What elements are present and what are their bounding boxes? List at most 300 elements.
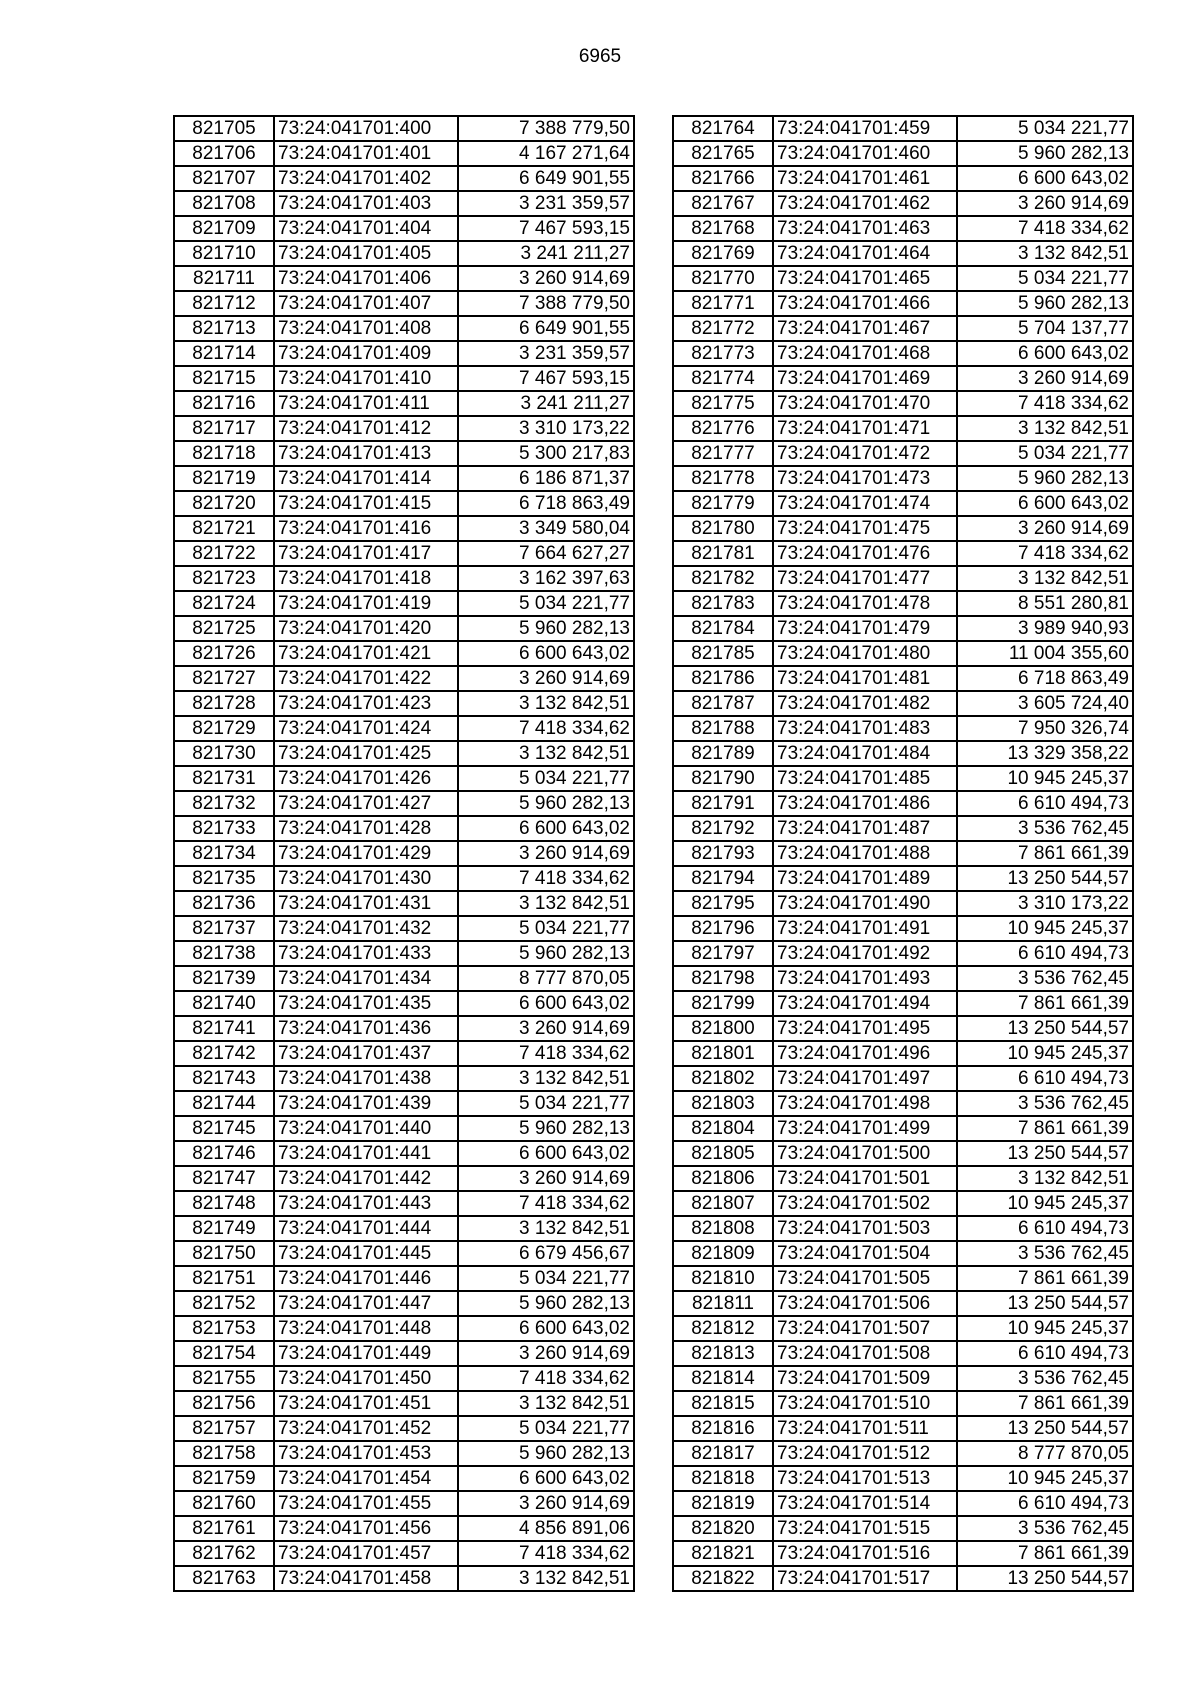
value-cell: 10 945 245,37	[957, 1466, 1133, 1491]
table-row	[673, 1116, 1133, 1141]
record-number-cell: 821727	[174, 666, 274, 691]
table-row	[174, 741, 634, 766]
table-row	[673, 141, 1133, 166]
table-row	[174, 316, 634, 341]
table-row	[673, 866, 1133, 891]
value-cell: 7 418 334,62	[957, 541, 1133, 566]
value-cell: 3 260 914,69	[458, 1016, 634, 1041]
record-number-cell: 821816	[673, 1416, 773, 1441]
record-number-cell: 821802	[673, 1066, 773, 1091]
value-cell: 3 989 940,93	[957, 616, 1133, 641]
value-cell: 5 704 137,77	[957, 316, 1133, 341]
table-row	[673, 1216, 1133, 1241]
value-cell: 7 861 661,39	[957, 1391, 1133, 1416]
value-cell: 10 945 245,37	[957, 916, 1133, 941]
table-row	[673, 1291, 1133, 1316]
cadastral-number-cell: 73:24:041701:405	[274, 241, 458, 266]
value-cell: 5 034 221,77	[458, 1416, 634, 1441]
value-cell: 6 600 643,02	[957, 491, 1133, 516]
cadastral-number-cell: 73:24:041701:449	[274, 1341, 458, 1366]
cadastral-number-cell: 73:24:041701:431	[274, 891, 458, 916]
cadastral-number-cell: 73:24:041701:461	[773, 166, 957, 191]
value-cell: 3 605 724,40	[957, 691, 1133, 716]
cadastral-number-cell: 73:24:041701:506	[773, 1291, 957, 1316]
cadastral-number-cell: 73:24:041701:493	[773, 966, 957, 991]
value-cell: 5 034 221,77	[458, 591, 634, 616]
table-row	[174, 1166, 634, 1191]
record-number-cell: 821787	[673, 691, 773, 716]
cadastral-number-cell: 73:24:041701:435	[274, 991, 458, 1016]
cadastral-number-cell: 73:24:041701:515	[773, 1516, 957, 1541]
record-number-cell: 821806	[673, 1166, 773, 1191]
cadastral-number-cell: 73:24:041701:418	[274, 566, 458, 591]
table-row	[174, 891, 634, 916]
record-number-cell: 821789	[673, 741, 773, 766]
value-cell: 5 960 282,13	[957, 291, 1133, 316]
table-row	[174, 791, 634, 816]
value-cell: 6 186 871,37	[458, 466, 634, 491]
record-number-cell: 821714	[174, 341, 274, 366]
value-cell: 11 004 355,60	[957, 641, 1133, 666]
record-number-cell: 821803	[673, 1091, 773, 1116]
cadastral-number-cell: 73:24:041701:474	[773, 491, 957, 516]
record-number-cell: 821748	[174, 1191, 274, 1216]
record-number-cell: 821723	[174, 566, 274, 591]
value-cell: 5 960 282,13	[458, 791, 634, 816]
record-number-cell: 821794	[673, 866, 773, 891]
value-cell: 5 960 282,13	[458, 1291, 634, 1316]
record-number-cell: 821730	[174, 741, 274, 766]
record-number-cell: 821811	[673, 1291, 773, 1316]
table-row	[174, 991, 634, 1016]
record-number-cell: 821719	[174, 466, 274, 491]
record-number-cell: 821766	[673, 166, 773, 191]
value-cell: 6 600 643,02	[458, 816, 634, 841]
table-row	[174, 866, 634, 891]
record-number-cell: 821765	[673, 141, 773, 166]
table-row	[673, 641, 1133, 666]
record-number-cell: 821718	[174, 441, 274, 466]
cadastral-number-cell: 73:24:041701:462	[773, 191, 957, 216]
table-row	[174, 241, 634, 266]
table-row	[174, 541, 634, 566]
table-row	[174, 291, 634, 316]
cadastral-number-cell: 73:24:041701:467	[773, 316, 957, 341]
cadastral-number-cell: 73:24:041701:465	[773, 266, 957, 291]
value-cell: 7 467 593,15	[458, 216, 634, 241]
record-number-cell: 821747	[174, 1166, 274, 1191]
record-number-cell: 821750	[174, 1241, 274, 1266]
value-cell: 7 388 779,50	[458, 116, 634, 141]
cadastral-number-cell: 73:24:041701:412	[274, 416, 458, 441]
cadastral-number-cell: 73:24:041701:491	[773, 916, 957, 941]
value-cell: 5 034 221,77	[458, 916, 634, 941]
table-row	[673, 1041, 1133, 1066]
cadastral-number-cell: 73:24:041701:470	[773, 391, 957, 416]
table-row	[174, 1316, 634, 1341]
value-cell: 5 034 221,77	[957, 116, 1133, 141]
value-cell: 5 960 282,13	[458, 1441, 634, 1466]
cadastral-number-cell: 73:24:041701:492	[773, 941, 957, 966]
record-number-cell: 821768	[673, 216, 773, 241]
table-row	[673, 1541, 1133, 1566]
record-number-cell: 821712	[174, 291, 274, 316]
table-row	[174, 491, 634, 516]
cadastral-number-cell: 73:24:041701:505	[773, 1266, 957, 1291]
record-number-cell: 821760	[174, 1491, 274, 1516]
record-number-cell: 821758	[174, 1441, 274, 1466]
cadastral-number-cell: 73:24:041701:517	[773, 1566, 957, 1591]
value-cell: 3 260 914,69	[458, 666, 634, 691]
record-number-cell: 821741	[174, 1016, 274, 1041]
table-row	[174, 1266, 634, 1291]
record-number-cell: 821722	[174, 541, 274, 566]
value-cell: 5 034 221,77	[458, 1091, 634, 1116]
cadastral-number-cell: 73:24:041701:403	[274, 191, 458, 216]
record-number-cell: 821734	[174, 841, 274, 866]
table-row	[174, 1391, 634, 1416]
cadastral-number-cell: 73:24:041701:457	[274, 1541, 458, 1566]
cadastral-number-cell: 73:24:041701:507	[773, 1316, 957, 1341]
cadastral-number-cell: 73:24:041701:476	[773, 541, 957, 566]
value-cell: 10 945 245,37	[957, 1191, 1133, 1216]
record-number-cell: 821773	[673, 341, 773, 366]
record-number-cell: 821782	[673, 566, 773, 591]
page-number: 6965	[578, 46, 622, 67]
register-table-right-body	[673, 116, 1133, 1591]
value-cell: 10 945 245,37	[957, 766, 1133, 791]
table-row	[673, 591, 1133, 616]
record-number-cell: 821820	[673, 1516, 773, 1541]
cadastral-number-cell: 73:24:041701:479	[773, 616, 957, 641]
register-table-left	[173, 115, 635, 1592]
cadastral-number-cell: 73:24:041701:436	[274, 1016, 458, 1041]
value-cell: 10 945 245,37	[957, 1041, 1133, 1066]
cadastral-number-cell: 73:24:041701:498	[773, 1091, 957, 1116]
record-number-cell: 821711	[174, 266, 274, 291]
value-cell: 6 679 456,67	[458, 1241, 634, 1266]
table-row	[673, 1466, 1133, 1491]
cadastral-number-cell: 73:24:041701:423	[274, 691, 458, 716]
value-cell: 3 349 580,04	[458, 516, 634, 541]
value-cell: 3 536 762,45	[957, 1366, 1133, 1391]
cadastral-number-cell: 73:24:041701:445	[274, 1241, 458, 1266]
record-number-cell: 821819	[673, 1491, 773, 1516]
value-cell: 3 132 842,51	[957, 1166, 1133, 1191]
table-row	[673, 1016, 1133, 1041]
value-cell: 3 260 914,69	[458, 1341, 634, 1366]
register-table-right	[672, 115, 1134, 1592]
cadastral-number-cell: 73:24:041701:508	[773, 1341, 957, 1366]
value-cell: 6 718 863,49	[957, 666, 1133, 691]
cadastral-number-cell: 73:24:041701:408	[274, 316, 458, 341]
value-cell: 4 167 271,64	[458, 141, 634, 166]
record-number-cell: 821725	[174, 616, 274, 641]
record-number-cell: 821735	[174, 866, 274, 891]
cadastral-number-cell: 73:24:041701:513	[773, 1466, 957, 1491]
cadastral-number-cell: 73:24:041701:480	[773, 641, 957, 666]
record-number-cell: 821821	[673, 1541, 773, 1566]
table-row	[673, 1391, 1133, 1416]
cadastral-number-cell: 73:24:041701:406	[274, 266, 458, 291]
record-number-cell: 821775	[673, 391, 773, 416]
table-row	[673, 716, 1133, 741]
record-number-cell: 821778	[673, 466, 773, 491]
record-number-cell: 821755	[174, 1366, 274, 1391]
cadastral-number-cell: 73:24:041701:477	[773, 566, 957, 591]
table-row	[673, 916, 1133, 941]
value-cell: 3 536 762,45	[957, 816, 1133, 841]
value-cell: 3 536 762,45	[957, 966, 1133, 991]
table-row	[174, 716, 634, 741]
cadastral-number-cell: 73:24:041701:411	[274, 391, 458, 416]
value-cell: 3 132 842,51	[458, 1566, 634, 1591]
cadastral-number-cell: 73:24:041701:404	[274, 216, 458, 241]
cadastral-number-cell: 73:24:041701:409	[274, 341, 458, 366]
table-row	[673, 316, 1133, 341]
cadastral-number-cell: 73:24:041701:415	[274, 491, 458, 516]
value-cell: 13 250 544,57	[957, 1566, 1133, 1591]
value-cell: 5 034 221,77	[458, 1266, 634, 1291]
cadastral-number-cell: 73:24:041701:464	[773, 241, 957, 266]
record-number-cell: 821770	[673, 266, 773, 291]
value-cell: 13 250 544,57	[957, 866, 1133, 891]
record-number-cell: 821805	[673, 1141, 773, 1166]
value-cell: 3 132 842,51	[458, 1216, 634, 1241]
table-row	[673, 166, 1133, 191]
value-cell: 7 418 334,62	[458, 1041, 634, 1066]
record-number-cell: 821761	[174, 1516, 274, 1541]
record-number-cell: 821788	[673, 716, 773, 741]
table-row	[673, 1566, 1133, 1591]
value-cell: 4 856 891,06	[458, 1516, 634, 1541]
value-cell: 7 950 326,74	[957, 716, 1133, 741]
cadastral-number-cell: 73:24:041701:514	[773, 1491, 957, 1516]
cadastral-number-cell: 73:24:041701:471	[773, 416, 957, 441]
record-number-cell: 821736	[174, 891, 274, 916]
value-cell: 5 034 221,77	[957, 266, 1133, 291]
cadastral-number-cell: 73:24:041701:475	[773, 516, 957, 541]
cadastral-number-cell: 73:24:041701:463	[773, 216, 957, 241]
table-row	[673, 741, 1133, 766]
table-row	[174, 1141, 634, 1166]
value-cell: 3 536 762,45	[957, 1241, 1133, 1266]
value-cell: 3 231 359,57	[458, 341, 634, 366]
table-row	[673, 266, 1133, 291]
value-cell: 7 861 661,39	[957, 991, 1133, 1016]
record-number-cell: 821812	[673, 1316, 773, 1341]
value-cell: 6 610 494,73	[957, 1341, 1133, 1366]
value-cell: 3 536 762,45	[957, 1516, 1133, 1541]
value-cell: 7 418 334,62	[458, 1541, 634, 1566]
value-cell: 5 960 282,13	[458, 941, 634, 966]
record-number-cell: 821710	[174, 241, 274, 266]
value-cell: 3 132 842,51	[957, 416, 1133, 441]
record-number-cell: 821731	[174, 766, 274, 791]
cadastral-number-cell: 73:24:041701:425	[274, 741, 458, 766]
register-table-left-body	[174, 116, 634, 1591]
record-number-cell: 821810	[673, 1266, 773, 1291]
table-row	[174, 1366, 634, 1391]
record-number-cell: 821757	[174, 1416, 274, 1441]
cadastral-number-cell: 73:24:041701:433	[274, 941, 458, 966]
table-row	[174, 366, 634, 391]
record-number-cell: 821779	[673, 491, 773, 516]
record-number-cell: 821786	[673, 666, 773, 691]
table-row	[174, 1291, 634, 1316]
value-cell: 13 329 358,22	[957, 741, 1133, 766]
record-number-cell: 821797	[673, 941, 773, 966]
table-row	[673, 191, 1133, 216]
record-number-cell: 821756	[174, 1391, 274, 1416]
record-number-cell: 821732	[174, 791, 274, 816]
record-number-cell: 821814	[673, 1366, 773, 1391]
value-cell: 13 250 544,57	[957, 1016, 1133, 1041]
value-cell: 7 418 334,62	[458, 1191, 634, 1216]
record-number-cell: 821785	[673, 641, 773, 666]
record-number-cell: 821707	[174, 166, 274, 191]
cadastral-number-cell: 73:24:041701:438	[274, 1066, 458, 1091]
record-number-cell: 821807	[673, 1191, 773, 1216]
table-row	[673, 1191, 1133, 1216]
table-row	[174, 1041, 634, 1066]
table-row	[673, 516, 1133, 541]
cadastral-number-cell: 73:24:041701:407	[274, 291, 458, 316]
value-cell: 5 960 282,13	[957, 466, 1133, 491]
table-row	[174, 941, 634, 966]
value-cell: 5 034 221,77	[957, 441, 1133, 466]
cadastral-number-cell: 73:24:041701:503	[773, 1216, 957, 1241]
cadastral-number-cell: 73:24:041701:441	[274, 1141, 458, 1166]
table-row	[673, 941, 1133, 966]
table-row	[673, 1416, 1133, 1441]
value-cell: 6 600 643,02	[957, 166, 1133, 191]
cadastral-number-cell: 73:24:041701:496	[773, 1041, 957, 1066]
value-cell: 3 132 842,51	[957, 241, 1133, 266]
cadastral-number-cell: 73:24:041701:481	[773, 666, 957, 691]
value-cell: 13 250 544,57	[957, 1141, 1133, 1166]
value-cell: 6 600 643,02	[458, 1316, 634, 1341]
cadastral-number-cell: 73:24:041701:451	[274, 1391, 458, 1416]
value-cell: 7 418 334,62	[957, 216, 1133, 241]
record-number-cell: 821742	[174, 1041, 274, 1066]
cadastral-number-cell: 73:24:041701:455	[274, 1491, 458, 1516]
value-cell: 6 610 494,73	[957, 1216, 1133, 1241]
record-number-cell: 821780	[673, 516, 773, 541]
record-number-cell: 821796	[673, 916, 773, 941]
table-row	[174, 341, 634, 366]
record-number-cell: 821737	[174, 916, 274, 941]
table-row	[673, 541, 1133, 566]
table-row	[673, 416, 1133, 441]
value-cell: 3 132 842,51	[458, 691, 634, 716]
table-row	[174, 266, 634, 291]
cadastral-number-cell: 73:24:041701:417	[274, 541, 458, 566]
table-row	[174, 841, 634, 866]
cadastral-number-cell: 73:24:041701:410	[274, 366, 458, 391]
table-row	[174, 516, 634, 541]
record-number-cell: 821720	[174, 491, 274, 516]
table-row	[673, 691, 1133, 716]
table-row	[174, 1241, 634, 1266]
record-number-cell: 821751	[174, 1266, 274, 1291]
value-cell: 3 132 842,51	[458, 741, 634, 766]
table-row	[174, 566, 634, 591]
record-number-cell: 821753	[174, 1316, 274, 1341]
record-number-cell: 821721	[174, 516, 274, 541]
value-cell: 7 861 661,39	[957, 1541, 1133, 1566]
record-number-cell: 821818	[673, 1466, 773, 1491]
cadastral-number-cell: 73:24:041701:443	[274, 1191, 458, 1216]
cadastral-number-cell: 73:24:041701:448	[274, 1316, 458, 1341]
table-row	[673, 341, 1133, 366]
value-cell: 3 132 842,51	[957, 566, 1133, 591]
record-number-cell: 821771	[673, 291, 773, 316]
record-number-cell: 821713	[174, 316, 274, 341]
table-row	[174, 141, 634, 166]
table-row	[673, 1091, 1133, 1116]
cadastral-number-cell: 73:24:041701:497	[773, 1066, 957, 1091]
value-cell: 13 250 544,57	[957, 1416, 1133, 1441]
cadastral-number-cell: 73:24:041701:502	[773, 1191, 957, 1216]
cadastral-number-cell: 73:24:041701:487	[773, 816, 957, 841]
cadastral-number-cell: 73:24:041701:468	[773, 341, 957, 366]
table-row	[174, 1441, 634, 1466]
cadastral-number-cell: 73:24:041701:501	[773, 1166, 957, 1191]
value-cell: 3 260 914,69	[458, 841, 634, 866]
record-number-cell: 821798	[673, 966, 773, 991]
record-number-cell: 821717	[174, 416, 274, 441]
table-row	[174, 1216, 634, 1241]
value-cell: 6 600 643,02	[458, 991, 634, 1016]
record-number-cell: 821716	[174, 391, 274, 416]
table-row	[174, 1116, 634, 1141]
record-number-cell: 821744	[174, 1091, 274, 1116]
cadastral-number-cell: 73:24:041701:442	[274, 1166, 458, 1191]
record-number-cell: 821801	[673, 1041, 773, 1066]
record-number-cell: 821774	[673, 366, 773, 391]
cadastral-number-cell: 73:24:041701:421	[274, 641, 458, 666]
value-cell: 6 610 494,73	[957, 1066, 1133, 1091]
table-row	[673, 666, 1133, 691]
table-row	[174, 1566, 634, 1591]
value-cell: 7 418 334,62	[458, 1366, 634, 1391]
table-row	[673, 241, 1133, 266]
table-row	[174, 966, 634, 991]
table-row	[673, 816, 1133, 841]
table-row	[174, 1416, 634, 1441]
table-row	[174, 116, 634, 141]
value-cell: 7 861 661,39	[957, 1116, 1133, 1141]
record-number-cell: 821745	[174, 1116, 274, 1141]
record-number-cell: 821706	[174, 141, 274, 166]
table-row	[673, 216, 1133, 241]
table-row	[174, 1066, 634, 1091]
record-number-cell: 821804	[673, 1116, 773, 1141]
table-row	[673, 1341, 1133, 1366]
table-row	[174, 1466, 634, 1491]
cadastral-number-cell: 73:24:041701:473	[773, 466, 957, 491]
value-cell: 5 300 217,83	[458, 441, 634, 466]
cadastral-number-cell: 73:24:041701:485	[773, 766, 957, 791]
table-row	[174, 1191, 634, 1216]
cadastral-number-cell: 73:24:041701:488	[773, 841, 957, 866]
value-cell: 7 418 334,62	[458, 866, 634, 891]
value-cell: 7 861 661,39	[957, 841, 1133, 866]
table-row	[174, 591, 634, 616]
table-row	[673, 366, 1133, 391]
cadastral-number-cell: 73:24:041701:416	[274, 516, 458, 541]
